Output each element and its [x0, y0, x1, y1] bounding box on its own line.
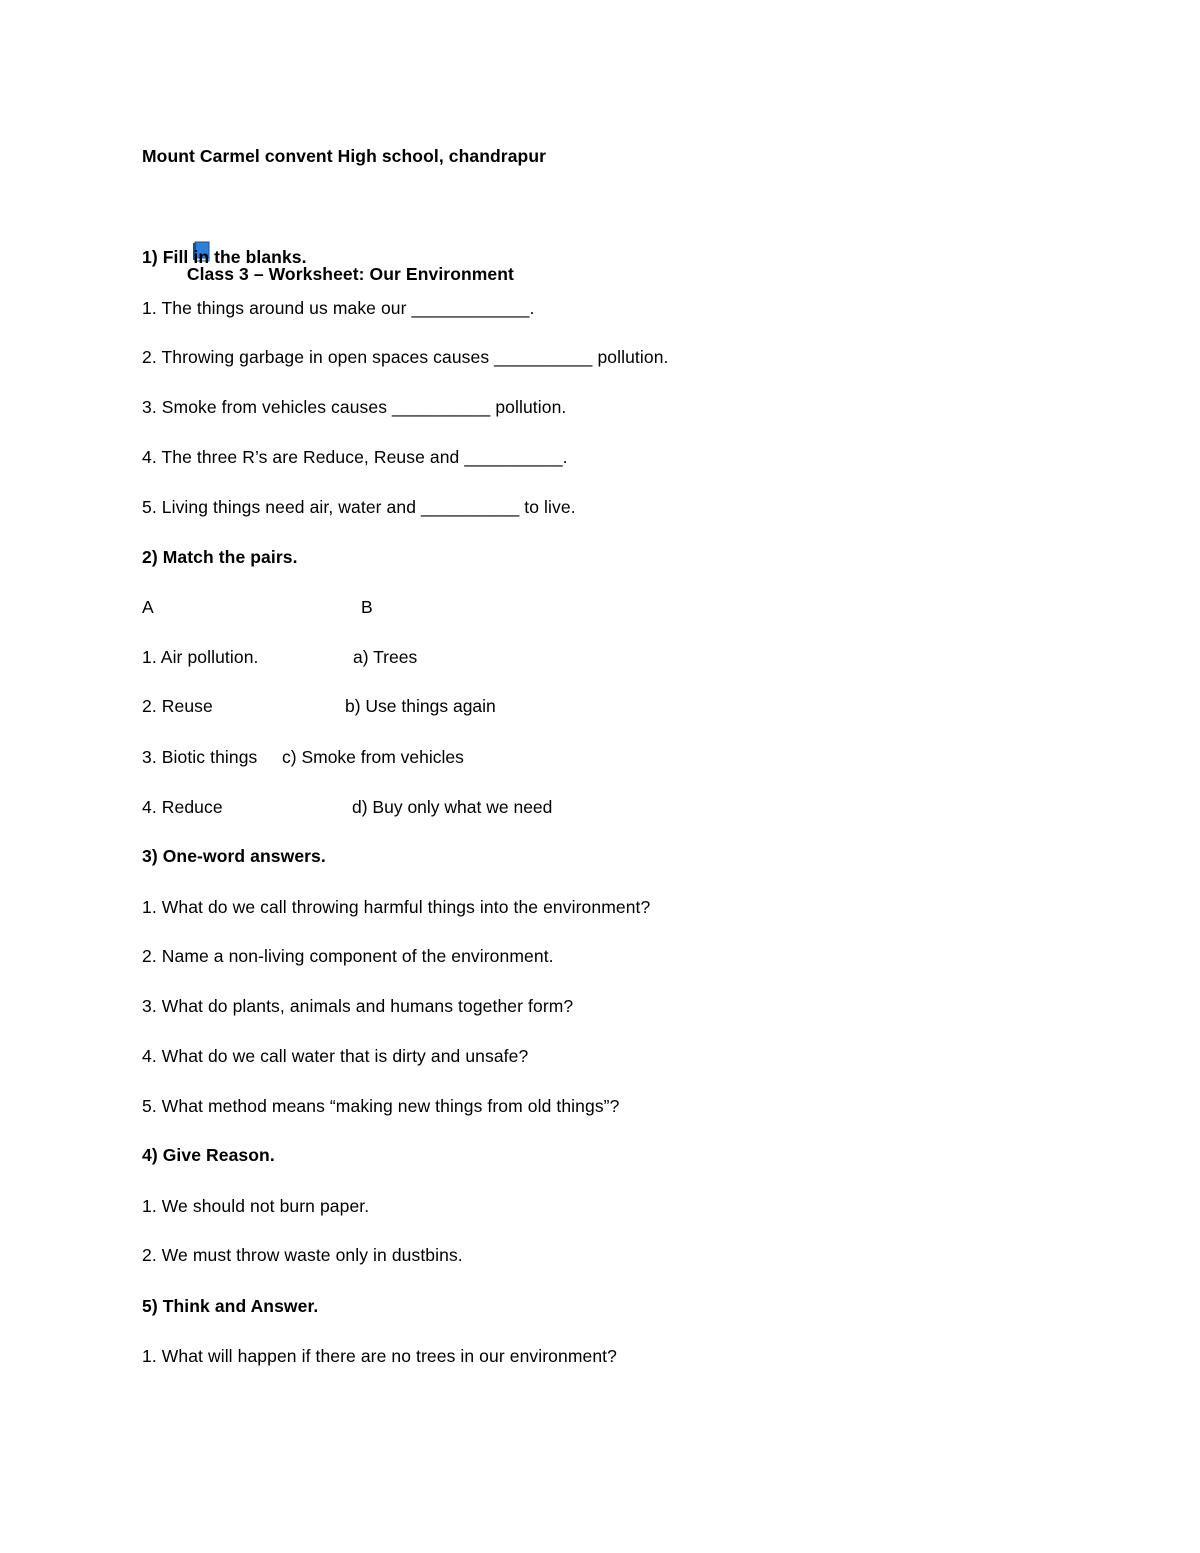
match-item-a: 4. Reduce — [142, 797, 223, 817]
book-icon — [162, 219, 180, 240]
match-item-b: c) Smoke from vehicles — [282, 747, 464, 767]
match-item-a: 2. Reuse — [142, 696, 213, 716]
reason-item: 1. We should not burn paper. — [142, 1196, 370, 1216]
section-3-heading: 3) One-word answers. — [142, 846, 326, 866]
column-b-header: B — [361, 597, 373, 617]
fill-blank-item: 1. The things around us make our ____________. — [142, 298, 535, 318]
section-1-heading: 1) Fill in the blanks. — [142, 247, 307, 267]
section-5-heading: 5) Think and Answer. — [142, 1296, 319, 1316]
one-word-item: 3. What do plants, animals and humans together form? — [142, 996, 574, 1016]
school-name: Mount Carmel convent High school, chandrapur — [142, 146, 547, 166]
worksheet-title: Class 3 – Worksheet: Our Environment — [186, 264, 514, 284]
fill-blank-item: 5. Living things need air, water and __________ to live. — [142, 497, 576, 517]
section-4-heading: 4) Give Reason. — [142, 1145, 275, 1165]
one-word-item: 4. What do we call water that is dirty and unsafe? — [142, 1046, 529, 1066]
match-item-a: 3. Biotic things — [142, 747, 258, 767]
match-item-b: d) Buy only what we need — [352, 797, 553, 817]
think-item: 1. What will happen if there are no trees in our environment? — [142, 1346, 617, 1366]
match-item-b: a) Trees — [353, 647, 418, 667]
reason-item: 2. We must throw waste only in dustbins. — [142, 1245, 463, 1265]
fill-blank-item: 4. The three R’s are Reduce, Reuse and __________. — [142, 447, 568, 467]
one-word-item: 1. What do we call throwing harmful things into the environment? — [142, 897, 651, 917]
fill-blank-item: 2. Throwing garbage in open spaces causes __________ pollution. — [142, 347, 669, 367]
match-item-a: 1. Air pollution. — [142, 647, 259, 667]
column-a-header: A — [142, 597, 154, 617]
match-item-b: b) Use things again — [345, 696, 496, 716]
fill-blank-item: 3. Smoke from vehicles causes __________ pollution. — [142, 397, 567, 417]
one-word-item: 2. Name a non-living component of the environment. — [142, 946, 554, 966]
one-word-item: 5. What method means “making new things from old things”? — [142, 1096, 620, 1116]
section-2-heading: 2) Match the pairs. — [142, 547, 298, 567]
